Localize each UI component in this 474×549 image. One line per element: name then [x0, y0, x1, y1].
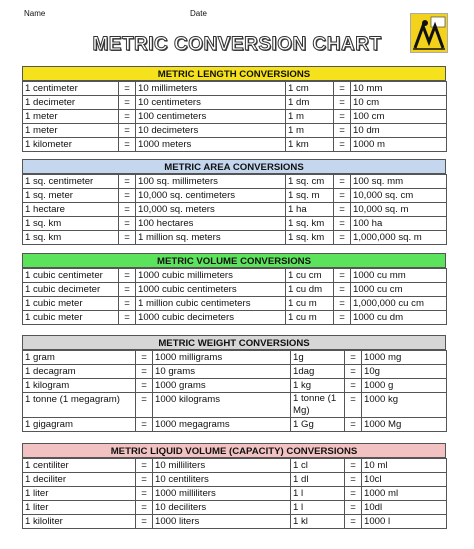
table-row: [23, 138, 447, 152]
table-cell: 1000 milliliters: [153, 487, 291, 501]
table-cell: =: [119, 231, 136, 245]
table-cell: 1 Gg: [291, 418, 345, 432]
table-cell: 1000 l: [362, 515, 447, 529]
conversion-table: [22, 268, 447, 325]
table-row: [23, 379, 447, 393]
table-cell: 10,000 sq. cm: [351, 189, 447, 203]
table-cell: =: [334, 311, 351, 325]
table-cell: 1 ha: [286, 203, 334, 217]
table-row: [23, 82, 447, 96]
table-cell: =: [334, 175, 351, 189]
table-cell: 10,000 sq. centimeters: [136, 189, 286, 203]
table-cell: 1000 Mg: [362, 418, 447, 432]
table-cell: 10 deciliters: [153, 501, 291, 515]
table-cell: 1000 meters: [136, 138, 286, 152]
conversion-table: [22, 174, 447, 245]
table-cell: 1000 cubic millimeters: [136, 269, 286, 283]
table-row: [23, 175, 447, 189]
table-cell: 1 cu cm: [286, 269, 334, 283]
table-row: [23, 110, 447, 124]
table-cell: 1 cl: [291, 459, 345, 473]
table-cell: =: [119, 110, 136, 124]
table-cell: 1 cu m: [286, 297, 334, 311]
table-cell: =: [119, 283, 136, 297]
table-cell: 1 tonne (1 Mg): [291, 393, 345, 418]
table-cell: =: [334, 269, 351, 283]
table-cell: 1 cubic meter: [23, 297, 119, 311]
table-cell: =: [136, 351, 153, 365]
page-title: METRIC CONVERSION CHART: [92, 34, 382, 55]
table-cell: 10 centimeters: [136, 96, 286, 110]
table-cell: 100 sq. mm: [351, 175, 447, 189]
table-cell: =: [136, 365, 153, 379]
table-cell: 1000 grams: [153, 379, 291, 393]
table-cell: 1000 ml: [362, 487, 447, 501]
table-cell: 1 km: [286, 138, 334, 152]
table-cell: 10,000 sq. m: [351, 203, 447, 217]
table-cell: =: [119, 189, 136, 203]
table-cell: 1 sq. km: [286, 217, 334, 231]
table-row: [23, 418, 447, 432]
table-cell: 1dag: [291, 365, 345, 379]
table-row: [23, 515, 447, 529]
table-cell: =: [136, 393, 153, 418]
table-cell: 1 kilogram: [23, 379, 136, 393]
table-cell: =: [136, 459, 153, 473]
table-cell: =: [136, 473, 153, 487]
table-cell: =: [345, 501, 362, 515]
table-row: [23, 124, 447, 138]
table-cell: 1 sq. km: [23, 217, 119, 231]
table-cell: =: [334, 283, 351, 297]
table-cell: =: [345, 418, 362, 432]
table-cell: 1 kiloliter: [23, 515, 136, 529]
table-cell: 1 sq. centimeter: [23, 175, 119, 189]
table-cell: 1000 cu mm: [351, 269, 447, 283]
table-cell: 1 dl: [291, 473, 345, 487]
table-cell: 1 meter: [23, 110, 119, 124]
table-cell: 1 sq. km: [286, 231, 334, 245]
table-cell: =: [345, 473, 362, 487]
table-cell: 1000 cubic decimeters: [136, 311, 286, 325]
table-cell: =: [334, 82, 351, 96]
table-cell: 10 decimeters: [136, 124, 286, 138]
section-title: METRIC LENGTH CONVERSIONS: [22, 66, 446, 81]
table-cell: =: [119, 311, 136, 325]
table-cell: 10dl: [362, 501, 447, 515]
table-cell: 1000 milligrams: [153, 351, 291, 365]
table-cell: 10,000 sq. meters: [136, 203, 286, 217]
section-area: [22, 159, 446, 245]
table-cell: =: [119, 217, 136, 231]
table-cell: 1000 cubic centimeters: [136, 283, 286, 297]
table-cell: 1 cm: [286, 82, 334, 96]
table-row: [23, 297, 447, 311]
table-cell: 1000 cu dm: [351, 311, 447, 325]
table-cell: =: [119, 96, 136, 110]
table-cell: =: [345, 351, 362, 365]
table-cell: 1 sq. m: [286, 189, 334, 203]
table-cell: =: [334, 297, 351, 311]
table-row: [23, 393, 447, 418]
table-cell: 100 sq. millimeters: [136, 175, 286, 189]
table-cell: =: [334, 124, 351, 138]
table-row: [23, 189, 447, 203]
table-cell: 10 centiliters: [153, 473, 291, 487]
table-row: [23, 231, 447, 245]
section-title: METRIC VOLUME CONVERSIONS: [22, 253, 446, 268]
table-cell: 1000 megagrams: [153, 418, 291, 432]
table-cell: 1 centiliter: [23, 459, 136, 473]
table-cell: 1 million cubic centimeters: [136, 297, 286, 311]
table-cell: =: [345, 365, 362, 379]
table-cell: 10 mm: [351, 82, 447, 96]
table-cell: 1 meter: [23, 124, 119, 138]
table-cell: 1 sq. meter: [23, 189, 119, 203]
table-cell: 1000 kilograms: [153, 393, 291, 418]
table-cell: 1000 liters: [153, 515, 291, 529]
table-cell: 1 m: [286, 110, 334, 124]
table-row: [23, 203, 447, 217]
table-cell: 1 dm: [286, 96, 334, 110]
conversion-table: [22, 458, 447, 529]
table-cell: 10 cm: [351, 96, 447, 110]
table-cell: 1,000,000 sq. m: [351, 231, 447, 245]
table-cell: 1 million sq. meters: [136, 231, 286, 245]
table-cell: 1 hectare: [23, 203, 119, 217]
table-cell: 1 l: [291, 487, 345, 501]
name-label: Name: [24, 9, 46, 18]
table-row: [23, 459, 447, 473]
table-cell: 10 ml: [362, 459, 447, 473]
table-cell: 1 liter: [23, 487, 136, 501]
table-cell: 1 kl: [291, 515, 345, 529]
table-cell: 1000 m: [351, 138, 447, 152]
table-cell: =: [119, 297, 136, 311]
section-title: METRIC AREA CONVERSIONS: [22, 159, 446, 174]
table-cell: 1 liter: [23, 501, 136, 515]
table-cell: 100 centimeters: [136, 110, 286, 124]
section-volume: [22, 253, 446, 325]
table-cell: 10 grams: [153, 365, 291, 379]
table-cell: 100 ha: [351, 217, 447, 231]
table-row: [23, 365, 447, 379]
table-cell: =: [136, 379, 153, 393]
section-liquid: [22, 443, 446, 529]
section-title: METRIC LIQUID VOLUME (CAPACITY) CONVERSIONS: [22, 443, 446, 458]
table-row: [23, 96, 447, 110]
table-row: [23, 487, 447, 501]
table-cell: 1 cubic centimeter: [23, 269, 119, 283]
table-cell: 1000 mg: [362, 351, 447, 365]
table-cell: 1000 cu cm: [351, 283, 447, 297]
conversion-table: [22, 81, 447, 152]
table-cell: 1g: [291, 351, 345, 365]
table-row: [23, 473, 447, 487]
table-cell: =: [334, 217, 351, 231]
table-cell: 1 gigagram: [23, 418, 136, 432]
table-cell: =: [334, 138, 351, 152]
table-row: [23, 269, 447, 283]
conversion-table: [22, 350, 447, 432]
table-cell: 1 decimeter: [23, 96, 119, 110]
section-weight: [22, 335, 446, 432]
table-cell: 1000 kg: [362, 393, 447, 418]
table-cell: 10cl: [362, 473, 447, 487]
table-cell: 1000 g: [362, 379, 447, 393]
table-cell: =: [345, 459, 362, 473]
table-row: [23, 501, 447, 515]
table-cell: 1 cu dm: [286, 283, 334, 297]
table-cell: =: [119, 203, 136, 217]
table-cell: 1 decagram: [23, 365, 136, 379]
table-cell: 10 milliliters: [153, 459, 291, 473]
table-cell: =: [334, 96, 351, 110]
table-cell: 100 hectares: [136, 217, 286, 231]
table-cell: 10 dm: [351, 124, 447, 138]
table-cell: =: [136, 515, 153, 529]
table-cell: 1 m: [286, 124, 334, 138]
table-cell: 1 tonne (1 megagram): [23, 393, 136, 418]
table-cell: 10g: [362, 365, 447, 379]
table-cell: 1,000,000 cu cm: [351, 297, 447, 311]
table-row: [23, 217, 447, 231]
table-cell: =: [119, 82, 136, 96]
table-cell: =: [345, 515, 362, 529]
table-cell: 100 cm: [351, 110, 447, 124]
table-cell: 1 cu m: [286, 311, 334, 325]
table-cell: =: [119, 124, 136, 138]
table-cell: =: [345, 393, 362, 418]
section-title: METRIC WEIGHT CONVERSIONS: [22, 335, 446, 350]
table-cell: =: [119, 269, 136, 283]
table-cell: 1 sq. km: [23, 231, 119, 245]
table-cell: =: [136, 501, 153, 515]
table-cell: =: [345, 487, 362, 501]
table-cell: =: [119, 138, 136, 152]
table-cell: 1 centimeter: [23, 82, 119, 96]
table-cell: =: [334, 203, 351, 217]
table-cell: 1 kg: [291, 379, 345, 393]
table-row: [23, 283, 447, 297]
table-cell: =: [334, 110, 351, 124]
section-length: [22, 66, 446, 152]
table-cell: 1 cubic decimeter: [23, 283, 119, 297]
table-row: [23, 311, 447, 325]
table-cell: 10 millimeters: [136, 82, 286, 96]
table-cell: 1 deciliter: [23, 473, 136, 487]
table-cell: =: [334, 189, 351, 203]
table-cell: =: [334, 231, 351, 245]
table-cell: 1 gram: [23, 351, 136, 365]
table-cell: 1 l: [291, 501, 345, 515]
table-cell: 1 cubic meter: [23, 311, 119, 325]
table-cell: 1 kilometer: [23, 138, 119, 152]
table-cell: 1 sq. cm: [286, 175, 334, 189]
table-cell: =: [136, 418, 153, 432]
table-cell: =: [119, 175, 136, 189]
table-row: [23, 351, 447, 365]
table-cell: =: [345, 379, 362, 393]
table-cell: =: [136, 487, 153, 501]
date-label: Date: [190, 9, 207, 18]
